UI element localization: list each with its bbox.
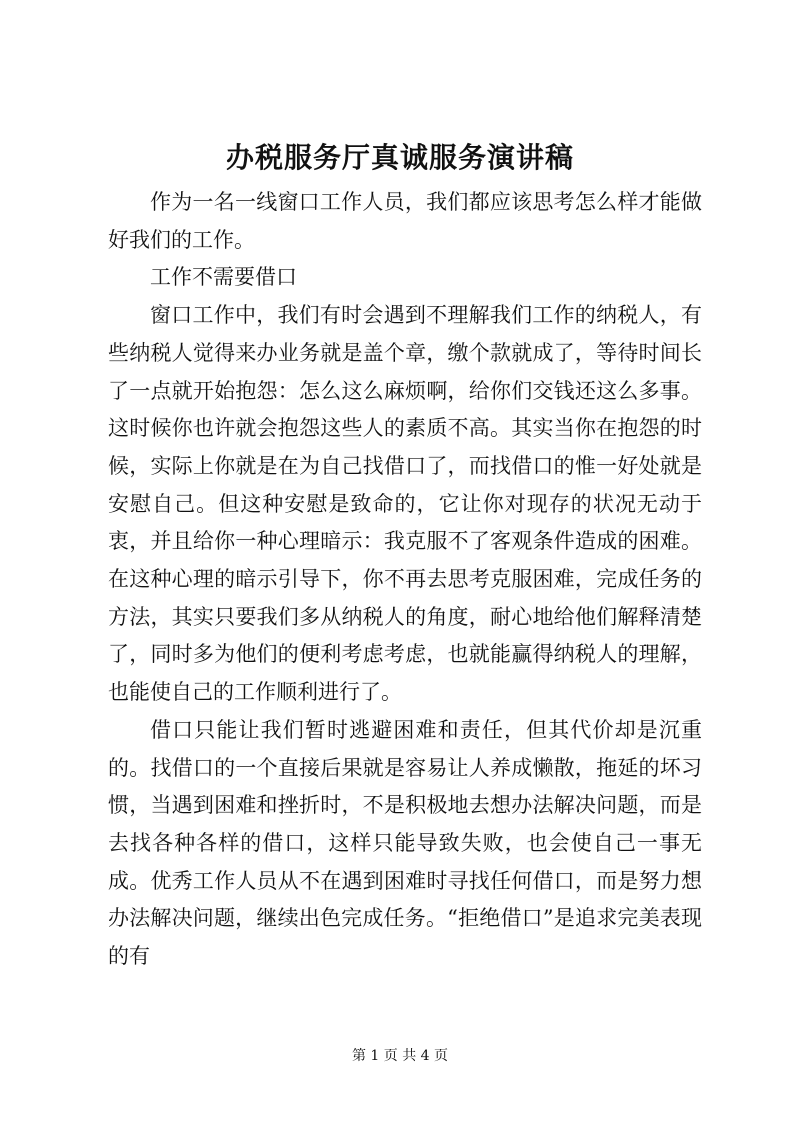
paragraph-excuses: 借口只能让我们暂时逃避困难和责任，但其代价却是沉重的。找借口的一个直接后果就是容易让人养成懒散，拖延的坏习惯，当遇到困难和挫折时，不是积极地去想办法解决问题，而是去找各种各样的借口，这样只能导致失败，也会使自己一事无成。优秀工作人员从不在遇到困难时寻找任何借口，而是努力想办法解决问题，继续出色完成任务。“拒绝借口”是追求完美表现的有 [108, 717, 702, 969]
page-footer: 第 1 页 共 4 页 [351, 1048, 449, 1064]
paragraph-window-work: 窗口工作中，我们有时会遇到不理解我们工作的纳税人，有些纳税人觉得来办业务就是盖个章，缴个款就成了，等待时间长了一点就开始抱怨：怎么这么麻烦啊，给你们交钱还这么多事。这时候你也许就会抱怨这些人的素质不高。其实当你在抱怨的时候，实际上你就是在为自己找借口了，而找借口的惟一好处就是安慰自己。但这种安慰是致命的，它让你对现存的状况无动于衷，并且给你一种心理暗示：我克服不了客观条件造成的困难。在这种心理的暗示引导下，你不再去思考克服困难，完成任务的方法，其实只要我们多从纳税人的角度，耐心地给他们解释清楚了，同时多为他们的便利考虑考虑，也就能赢得纳税人的理解，也能使自己的工作顺利进行了。 [108, 303, 702, 705]
paragraph-intro: 作为一名一线窗口工作人员，我们都应该思考怎么样才能做好我们的工作。 [108, 190, 702, 252]
section-heading: 工作不需要借口 [150, 265, 297, 290]
document-body [108, 184, 702, 976]
document-title: 办税服务厅真诚服务演讲稿 [225, 141, 574, 174]
